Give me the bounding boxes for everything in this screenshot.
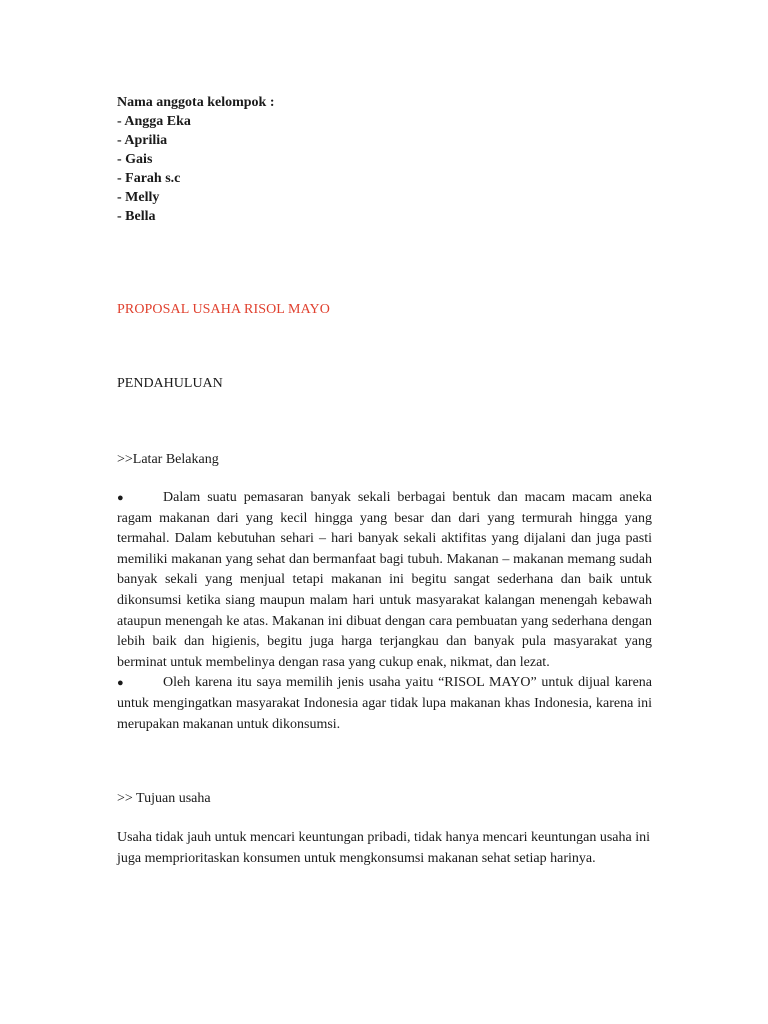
bullet-dot-icon: ● bbox=[117, 492, 124, 504]
member-list bbox=[117, 93, 275, 226]
goal-paragraph: Usaha tidak jauh untuk mencari keuntungan pribadi, tidak hanya mencari keuntungan usaha ini juga memprioritaskan konsumen untuk mengkonsumsi makanan sehat setiap harinya. bbox=[117, 830, 651, 866]
section-heading-pendahuluan: PENDAHULUAN bbox=[117, 376, 223, 391]
list-item bbox=[117, 673, 652, 735]
member-list-heading: Nama anggota kelompok : bbox=[117, 95, 275, 110]
member-name: - Aprilia bbox=[117, 133, 168, 148]
member-name: - Bella bbox=[117, 209, 156, 224]
document-title: PROPOSAL USAHA RISOL MAYO bbox=[117, 302, 330, 317]
bullet-text: Oleh karena itu saya memilih jenis usaha yaitu “RISOL MAYO” untuk dijual karena untuk mengingatkan masyarakat Indonesia agar tidak lupa makanan khas Indonesia, karena ini merupakan makanan untuk dikonsumsi. bbox=[117, 675, 652, 732]
list-item bbox=[117, 488, 652, 673]
bullet-dot-icon: ● bbox=[117, 677, 124, 690]
section-heading-tujuan-usaha: >> Tujuan usaha bbox=[117, 791, 211, 806]
bullet-text: Dalam suatu pemasaran banyak sekali berbagai bentuk dan macam macam aneka ragam makanan dari yang kecil hingga yang besar dan dari yang termurah hingga yang termahal. Dalam kebutuhan sehari – hari banyak sekali aktifitas yang dijalani dan juga pasti memiliki makanan yang sehat dan bermanfaat bagi tubuh. Makanan – makanan memang sudah banyak sekali yang menjual tetapi makanan ini begitu sangat sederhana dan baik untuk dikonsumsi ketika siang maupun malam hari untuk masyarakat kalangan menengah kebawah ataupun menengah ke atas. Makanan ini dibuat dengan cara pembuatan yang sederhana dengan lebih baik dan higienis, begitu juga harga terjangkau dan banyak pula masyarakat yang berminat untuk membelinya dengan rasa yang cukup enak, nikmat, dan lezat. bbox=[117, 490, 652, 670]
background-bullet-list bbox=[117, 488, 652, 735]
member-name: - Angga Eka bbox=[117, 114, 191, 129]
member-name: - Melly bbox=[117, 190, 160, 205]
member-name: - Farah s.c bbox=[117, 171, 181, 186]
member-name: - Gais bbox=[117, 152, 153, 167]
section-heading-latar-belakang: >>Latar Belakang bbox=[117, 452, 219, 467]
